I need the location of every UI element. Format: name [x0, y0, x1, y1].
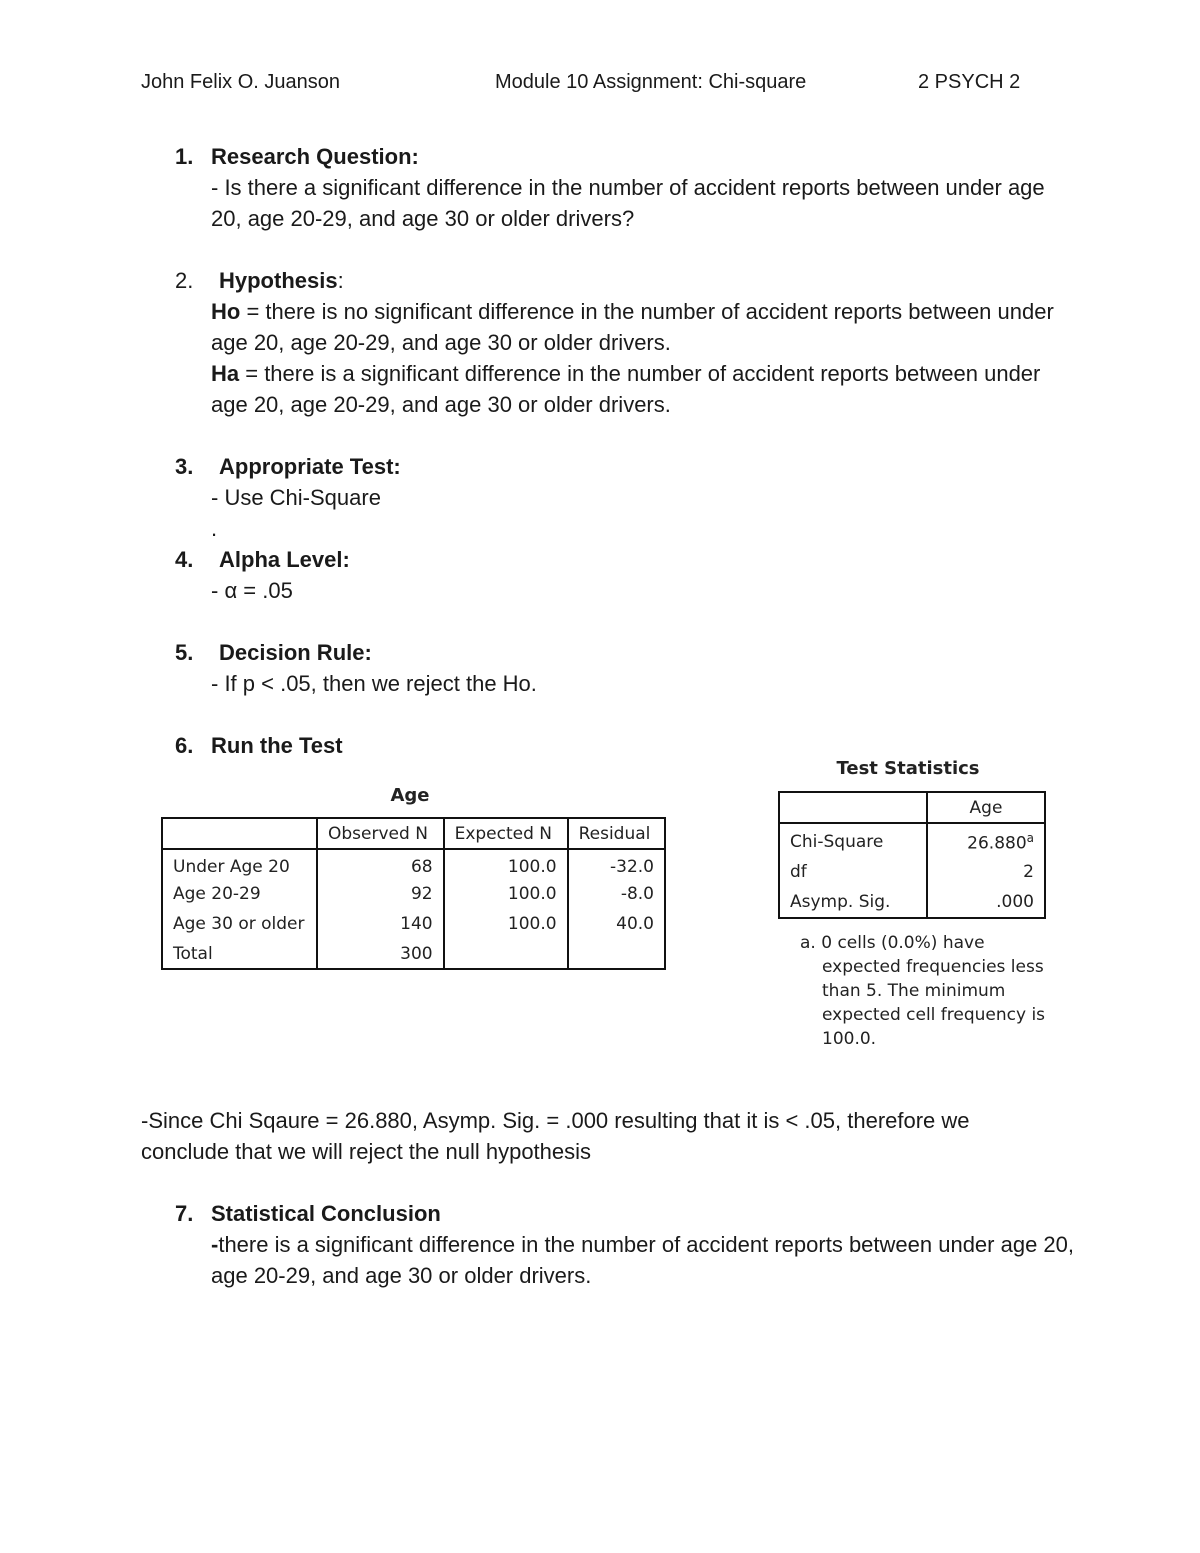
- section-title: Statistical Conclusion: [211, 1201, 441, 1226]
- expected-value: 100.0: [444, 909, 568, 939]
- conclusion-text: [211, 1229, 1075, 1291]
- assignment-title: Module 10 Assignment: Chi-square: [495, 71, 807, 93]
- header-observed: Observed N: [317, 818, 444, 849]
- research-question-text: - Is there a significant difference in the number of accident reports between under age 20, age 20-29, and age 30 or older drivers?: [211, 175, 1045, 231]
- interpretation-paragraph: -Since Chi Sqaure = 26.880, Asymp. Sig. = .000 resulting that it is < .05, therefore we conclude that we will reject the null hypothesis: [141, 1108, 970, 1164]
- decision-rule-text: - If p < .05, then we reject the Ho.: [211, 671, 537, 696]
- table-row: [779, 823, 1045, 856]
- row-label: df: [790, 861, 807, 882]
- header-cell-empty: [162, 818, 317, 849]
- section-number: 6.: [175, 733, 194, 758]
- table-row: [162, 939, 665, 969]
- expected-value: 100.0: [444, 879, 568, 909]
- section-colon: :: [337, 268, 344, 293]
- observed-value: 68: [317, 849, 444, 879]
- residual-value: [568, 939, 665, 969]
- section-number: 1.: [175, 144, 194, 169]
- residual-value: -8.0: [568, 879, 665, 909]
- section-alpha-level: [175, 544, 1075, 606]
- table-row: [162, 879, 665, 909]
- section-title: Research Question:: [211, 144, 419, 169]
- ha-text: = there is a significant difference in the number of accident reports between under age 20, age 20-29, and age 30 or older drivers.: [211, 361, 1041, 417]
- stat-value: 2: [927, 856, 1045, 887]
- alternative-hypothesis: [211, 358, 1075, 420]
- expected-value: [444, 939, 568, 969]
- observed-value: 140: [317, 909, 444, 939]
- test-stats-footnote: a. 0 cells (0.0%) have expected frequencies less than 5. The minimum expected cell frequency is 100.0.: [800, 933, 1046, 1049]
- section-number: 3.: [175, 454, 194, 479]
- table-row: [162, 849, 665, 879]
- author-name: John Felix O. Juanson: [141, 71, 340, 93]
- row-label: Total: [173, 943, 213, 964]
- section-hypothesis: [175, 265, 1075, 420]
- observed-value: 300: [317, 939, 444, 969]
- row-label: Age 30 or older: [173, 914, 305, 934]
- stray-dot: .: [211, 516, 218, 541]
- row-label: Chi-Square: [790, 832, 884, 852]
- conclusion-body: there is a significant difference in the number of accident reports between under age 20, age 20-29, and age 30 or older drivers.: [211, 1232, 1075, 1288]
- appropriate-test-text: - Use Chi-Square: [211, 485, 381, 510]
- footnote-marker: a: [1026, 830, 1034, 845]
- conclusion-dash: -: [211, 1232, 219, 1257]
- alpha-level-text: - α = .05: [211, 578, 293, 603]
- section-title: Run the Test: [211, 733, 343, 758]
- row-label: Asymp. Sig.: [790, 892, 891, 912]
- stat-value: .000: [927, 887, 1045, 918]
- table-header-row: [162, 818, 665, 849]
- age-table-caption: Age: [390, 785, 430, 806]
- header-residual: Residual: [568, 818, 665, 849]
- chi-square-value: 26.880: [967, 833, 1027, 854]
- section-statistical-conclusion: [175, 1198, 1075, 1291]
- section-title: Hypothesis: [219, 268, 338, 293]
- null-hypothesis: [211, 296, 1075, 358]
- observed-value: 92: [317, 879, 444, 909]
- section-title: Alpha Level:: [219, 547, 350, 572]
- expected-value: 100.0: [444, 849, 568, 879]
- section-title: Decision Rule:: [219, 640, 372, 665]
- header-cell-empty: [779, 792, 927, 823]
- stat-value: [927, 823, 1045, 856]
- ho-text: = there is no significant difference in the number of accident reports between under age 20, age 20-29, and age 30 or older drivers.: [211, 299, 1054, 355]
- section-title: Appropriate Test:: [219, 454, 401, 479]
- section-decision-rule: [175, 637, 1075, 699]
- table-row: [779, 887, 1045, 918]
- section-run-the-test: [175, 730, 1075, 761]
- header-age: Age: [927, 792, 1045, 823]
- row-label: Under Age 20: [173, 856, 290, 877]
- section-number: 2.: [175, 268, 194, 293]
- table-header-row: [779, 792, 1045, 823]
- ha-label: Ha: [211, 361, 240, 386]
- test-stats-caption: Test Statistics: [836, 758, 980, 779]
- header-expected: Expected N: [444, 818, 568, 849]
- section-research-question: [175, 141, 1075, 234]
- section-number: 5.: [175, 640, 194, 665]
- test-statistics-table: [778, 791, 1046, 919]
- class-section: 2 PSYCH 2: [918, 71, 1021, 93]
- table-row: [779, 856, 1045, 887]
- table-row: [162, 909, 665, 939]
- section-number: 7.: [175, 1201, 194, 1226]
- ho-label: Ho: [211, 299, 241, 324]
- row-label: Age 20-29: [173, 884, 261, 904]
- residual-value: -32.0: [568, 849, 665, 879]
- residual-value: 40.0: [568, 909, 665, 939]
- age-frequency-table: [161, 817, 666, 970]
- section-appropriate-test: [175, 451, 1075, 544]
- section-number: 4.: [175, 547, 194, 572]
